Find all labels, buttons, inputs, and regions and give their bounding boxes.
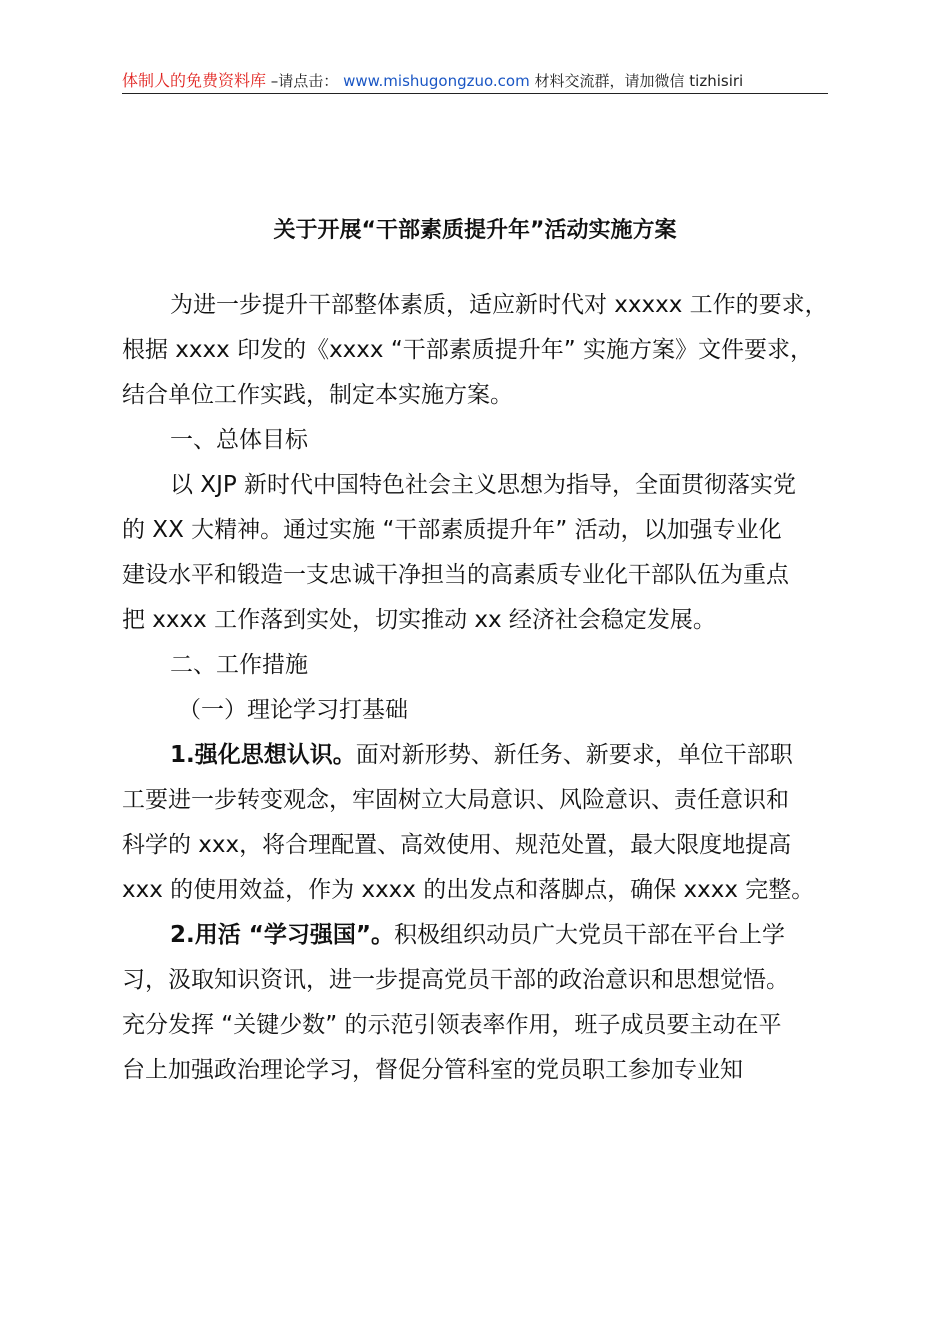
header-url-link[interactable]: www.mishugongzuo.com [343, 72, 530, 90]
paragraph-line: 以 XJP 新时代中国特色社会主义思想为指导，全面贯彻落实党 [170, 472, 797, 498]
paragraph-line: 结合单位工作实践，制定本实施方案。 [122, 382, 513, 408]
paragraph-line [122, 916, 834, 961]
subsection-heading: （一）理论学习打基础 [178, 697, 408, 723]
item-heading: 1.强化思想认识。 [170, 742, 356, 768]
document-title: 关于开展“干部素质提升年”活动实施方案 [273, 218, 677, 243]
section-heading: 一、总体目标 [170, 427, 308, 453]
paragraph-line: 建设水平和锻造一支忠诚干净担当的高素质专业化干部队伍为重点 [122, 562, 789, 588]
document-body [122, 286, 834, 1096]
paragraph-line: 科学的 xxx，将合理配置、高效使用、规范处置，最大限度地提高 [122, 832, 792, 858]
item-text: 积极组织动员广大党员干部在平台上学 [393, 922, 785, 948]
paragraph-line [122, 736, 834, 781]
paragraph-line: 根据 xxxx 印发的《xxxx “干部素质提升年” 实施方案》文件要求， [122, 337, 813, 363]
header-note: 材料交流群，请加微信 tizhisiri [534, 72, 744, 90]
paragraph-line: 的 XX 大精神。通过实施 “干部素质提升年” 活动，以加强专业化 [122, 517, 782, 543]
paragraph-line: 把 xxxx 工作落到实处，切实推动 xx 经济社会稳定发展。 [122, 607, 716, 633]
header-prompt: –请点击： [270, 72, 339, 90]
item-heading: 2.用活 “学习强国”。 [170, 922, 394, 948]
paragraph-line: 工要进一步转变观念，牢固树立大局意识、风险意识、责任意识和 [122, 787, 789, 813]
paragraph-line: 台上加强政治理论学习，督促分管科室的党员职工参加专业知 [122, 1057, 743, 1083]
page-header [122, 70, 828, 94]
paragraph-line: 习，汲取知识资讯，进一步提高党员干部的政治意识和思想觉悟。 [122, 967, 789, 993]
section-heading: 二、工作措施 [170, 652, 308, 678]
item-text: 面对新形势、新任务、新要求，单位干部职 [355, 742, 793, 768]
paragraph-line: xxx 的使用效益，作为 xxxx 的出发点和落脚点，确保 xxxx 完整。 [122, 877, 815, 903]
paragraph-line: 为进一步提升干部整体素质，适应新时代对 xxxxx 工作的要求， [170, 292, 828, 318]
paragraph-line: 充分发挥 “关键少数” 的示范引领表率作用，班子成员要主动在平 [122, 1012, 782, 1038]
header-brand: 体制人的免费资料库 [122, 71, 267, 90]
